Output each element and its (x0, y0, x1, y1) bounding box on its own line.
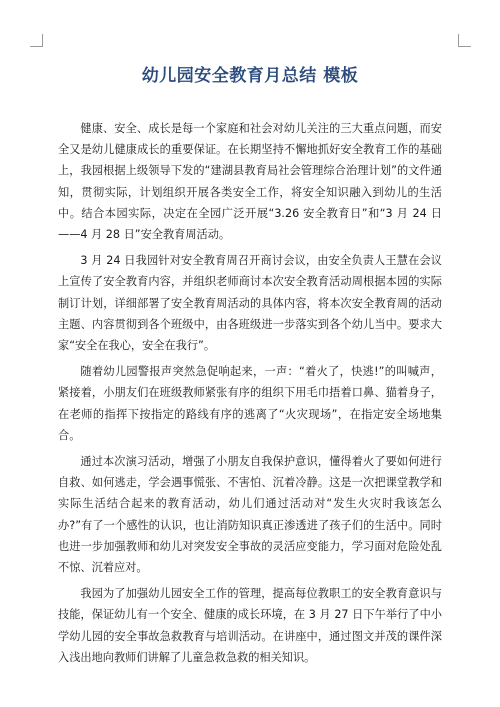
crop-mark-top-left (30, 34, 43, 47)
paragraph-intro: 健康、安全、成长是每一个家庭和社会对幼儿关注的三大重点问题，而安全又是幼儿健康成长的重要保证。在长期坚持不懈地抓好安全教育工作的基础上，我园根据上级领导下发的“建湖县教育局社会管理综合治理计划”的文件通知，贯彻实际，计划组织开展各类安全工作，将安全知识融入到幼儿的生活中。结合本园实际，决定在全园广泛开展“3.26 安全教育日”和“3 月 24 日——4 月 28 日”安全教育周活动。 (58, 122, 442, 242)
document-body (58, 118, 442, 673)
document-title: 幼儿园安全教育月总结 模板 (141, 66, 359, 86)
paragraph-first-aid-training: 我园为了加强幼儿园安全工作的管理，提高每位教职工的安全教育意识与技能，保证幼儿有一个安全、健康的成长环境，在 3 月 27 日下午举行了中小学幼儿园的安全事故急救教育与培训活动。在讲座中，通过图文并茂的课件深入浅出地向教师们讲解了儿童急救急救的相关知识。 (58, 587, 442, 664)
crop-mark-top-right (458, 34, 471, 47)
paragraph-drill-outcome: 通过本次演习活动，增强了小朋友自我保护意识，懂得着火了要如何进行自救、如何逃走，学会遇事慌张、不害怕、沉着冷静。这是一次把课堂教学和实际生活结合起来的教育活动，幼儿们通过活动对“发生火灾时我该怎么办?”有了一个感性的认识，也让消防知识真正渗透进了孩子们的生活中。同时也进一步加强教师和幼儿对突发安全事故的灵活应变能力，学习面对危险处乱不惊、沉着应对。 (58, 455, 442, 575)
paragraph-meeting: 3 月 24 日我园针对安全教育周召开商讨会议，由安全负责人王慧在会议上宣传了安全教育内容，并组织老师商讨本次安全教育活动周根据本园的实际制订计划，详细部署了安全教育周活动的具体内容，将本次安全教育周的活动主题、内容贯彻到各个班级中，由各班级进一步落实到各个幼儿当中。要求大家“安全在我心，安全在我行”。 (58, 254, 442, 353)
paragraph-fire-drill: 随着幼儿园警报声突然急促响起来，一声：“着火了，快逃!”的叫喊声，紧接着，小朋友们在班级教师紧张有序的组织下用毛巾捂着口鼻、猫着身子，在老师的指挥下按指定的路线有序的逃离了“火灾现场”，在指定安全场地集合。 (58, 365, 442, 442)
